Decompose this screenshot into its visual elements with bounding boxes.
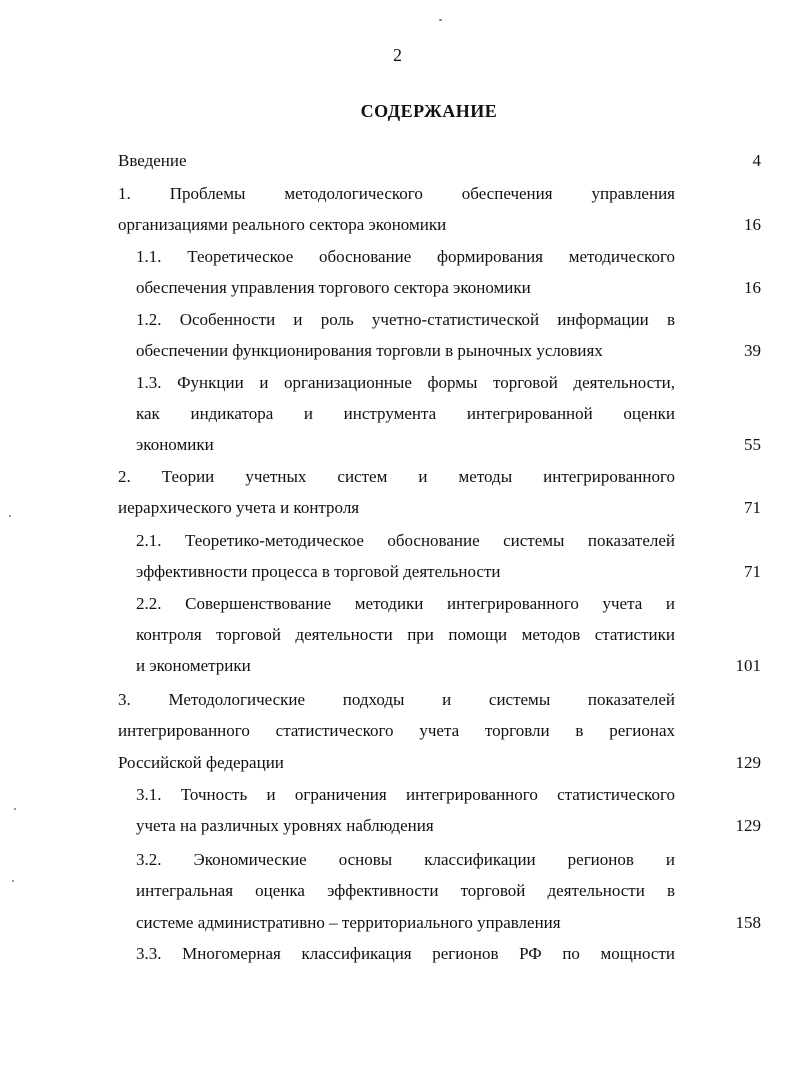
toc-page-number: 101 (735, 656, 761, 675)
toc-page-number: 39 (744, 341, 761, 360)
toc-page-number: 129 (735, 753, 761, 772)
toc-entry-line: 3.3. Многомерная классификация регионов РФ по мощности (136, 944, 675, 963)
toc-page-number: 16 (744, 215, 761, 234)
toc-entry-line: экономики (136, 435, 214, 454)
scan-speck (14, 808, 16, 810)
toc-page-number: 71 (744, 498, 761, 517)
toc-page-number: 158 (735, 913, 761, 932)
toc-page-number: 55 (744, 435, 761, 454)
toc-entry-line: Введение (118, 151, 187, 170)
toc-entry-line: 3.2. Экономические основы классификации регионов и (136, 850, 675, 869)
toc-entry-line: интегрированного статистического учета торговли в регионах (118, 721, 675, 740)
toc-entry-line: и эконометрики (136, 656, 251, 675)
toc-entry-line: учета на различных уровнях наблюдения (136, 816, 434, 835)
page-number: 2 (393, 45, 402, 65)
toc-page-number: 71 (744, 562, 761, 581)
toc-entry-line: 1.3. Функции и организационные формы торговой деятельности, (136, 373, 675, 392)
toc-entry-line: эффективности процесса в торговой деятельности (136, 562, 501, 581)
toc-entry-line: 3.1. Точность и ограничения интегрированного статистического (136, 785, 675, 804)
toc-page-number: 4 (752, 151, 761, 170)
toc-entry-line: 2.1. Теоретико-методическое обоснование системы показателей (136, 531, 675, 550)
toc-entry-line: обеспечении функционирования торговли в рыночных условиях (136, 341, 603, 360)
toc-page-number: 16 (744, 278, 761, 297)
toc-entry-line: 1.1. Теоретическое обоснование формирования методического (136, 247, 675, 266)
scan-speck (439, 19, 442, 21)
toc-entry-line: 3. Методологические подходы и системы показателей (118, 690, 675, 709)
toc-entry-line: как индикатора и инструмента интегрированной оценки (136, 404, 675, 423)
toc-entry-line: 2. Теории учетных систем и методы интегрированного (118, 467, 675, 486)
toc-entry-line: 2.2. Совершенствование методики интегрированного учета и (136, 594, 675, 613)
toc-entry-line: иерархического учета и контроля (118, 498, 360, 517)
toc-entry-line: Российской федерации (118, 753, 284, 772)
toc-entry-line: системе административно – территориального управления (136, 913, 561, 932)
toc-entry-line: организациями реального сектора экономики (118, 215, 447, 234)
toc-page-number: 129 (735, 816, 761, 835)
toc-entry-line: обеспечения управления торгового сектора экономики (136, 278, 531, 297)
scan-speck (9, 515, 11, 517)
toc-entry-line: 1. Проблемы методологического обеспечения управления (118, 184, 675, 203)
toc-entry-line: интегральная оценка эффективности торговой деятельности в (136, 881, 675, 900)
toc-entry-line: 1.2. Особенности и роль учетно-статистической информации в (136, 310, 675, 329)
toc-entry-line: контроля торговой деятельности при помощи методов статистики (136, 625, 675, 644)
toc-title: СОДЕРЖАНИЕ (360, 101, 498, 121)
scan-speck (12, 880, 14, 882)
